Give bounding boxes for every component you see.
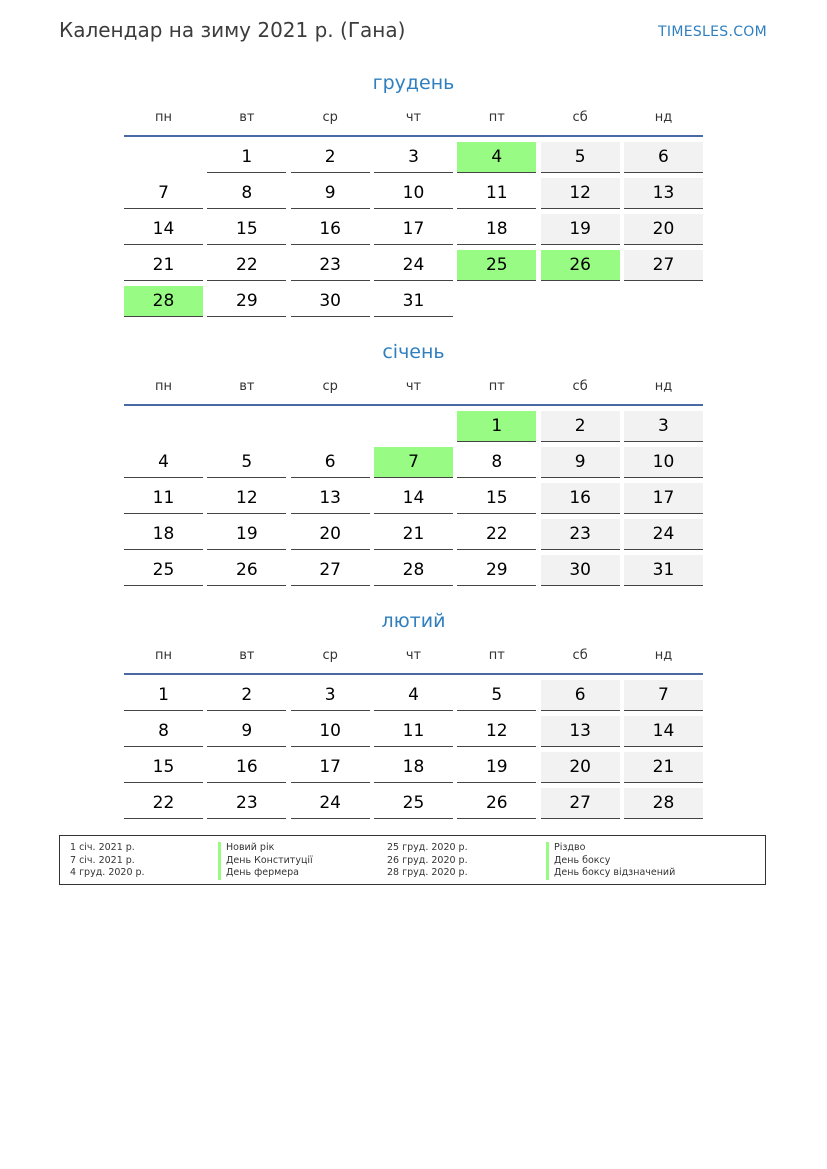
weekday-label: пт [488, 647, 505, 663]
day-cell: 9 [541, 447, 620, 478]
day-cell: 13 [624, 178, 703, 209]
day-cell: 10 [624, 447, 703, 478]
day-grid [124, 411, 703, 586]
legend-date: 7 січ. 2021 р. [70, 854, 135, 866]
month-january [124, 337, 703, 586]
legend-holiday-name: День боксу [554, 854, 611, 866]
legend-dates-right [387, 842, 468, 880]
day-cell: 16 [207, 752, 286, 783]
day-cell: 26 [457, 788, 536, 819]
day-cell: 20 [541, 752, 620, 783]
weekday-label: пн [155, 378, 172, 394]
weekday-label: пт [488, 378, 505, 394]
day-cell: 8 [207, 178, 286, 209]
weekday-label: ср [322, 378, 338, 394]
legend-holiday-name: Новий рік [226, 842, 275, 853]
weekday-header [124, 102, 703, 132]
empty-cell [291, 411, 370, 442]
day-cell: 27 [541, 788, 620, 819]
legend-names-left [218, 842, 313, 880]
weekday-header [124, 371, 703, 401]
month-title: лютий [381, 610, 446, 632]
day-cell: 27 [291, 555, 370, 586]
legend-date: 4 груд. 2020 р. [70, 867, 145, 878]
day-cell: 30 [541, 555, 620, 586]
holiday-day-cell: 7 [374, 447, 453, 478]
weekday-label: вт [239, 109, 255, 125]
day-cell: 25 [124, 555, 203, 586]
day-cell: 19 [457, 752, 536, 783]
weekday-label: чт [405, 647, 422, 663]
legend-holiday-name: День боксу відзначений [554, 867, 676, 878]
day-cell: 11 [124, 483, 203, 514]
day-cell: 12 [541, 178, 620, 209]
day-cell: 13 [541, 716, 620, 747]
day-cell: 19 [207, 519, 286, 550]
legend-dates-left [70, 842, 145, 880]
weekday-label: чт [405, 378, 422, 394]
day-cell: 18 [374, 752, 453, 783]
day-cell: 21 [624, 752, 703, 783]
day-cell: 14 [124, 214, 203, 245]
holiday-day-cell: 28 [124, 286, 203, 317]
empty-cell [374, 411, 453, 442]
day-cell: 20 [291, 519, 370, 550]
day-cell: 30 [291, 286, 370, 317]
day-cell: 12 [457, 716, 536, 747]
header-divider [124, 673, 703, 675]
day-cell: 2 [541, 411, 620, 442]
day-cell: 27 [624, 250, 703, 281]
day-cell: 5 [541, 142, 620, 173]
holiday-day-cell: 1 [457, 411, 536, 442]
weekday-label: нд [654, 378, 673, 394]
day-cell: 8 [457, 447, 536, 478]
day-cell: 3 [624, 411, 703, 442]
day-cell: 2 [207, 680, 286, 711]
day-cell: 23 [207, 788, 286, 819]
empty-cell [207, 411, 286, 442]
day-cell: 7 [124, 178, 203, 209]
day-cell: 11 [374, 716, 453, 747]
weekday-label: ср [322, 109, 338, 125]
day-cell: 16 [541, 483, 620, 514]
day-cell: 29 [457, 555, 536, 586]
day-cell: 13 [291, 483, 370, 514]
day-cell: 8 [124, 716, 203, 747]
empty-cell [124, 142, 203, 173]
day-cell: 14 [624, 716, 703, 747]
month-december [124, 68, 703, 317]
day-cell: 22 [457, 519, 536, 550]
day-cell: 29 [207, 286, 286, 317]
legend-date: 25 груд. 2020 р. [387, 842, 468, 853]
weekday-header [124, 640, 703, 670]
day-cell: 5 [207, 447, 286, 478]
day-cell: 15 [457, 483, 536, 514]
day-grid [124, 142, 703, 317]
page-title: Календар на зиму 2021 р. (Гана) [59, 18, 406, 42]
month-february [124, 606, 703, 819]
holiday-day-cell: 4 [457, 142, 536, 173]
day-cell: 15 [124, 752, 203, 783]
day-cell: 28 [624, 788, 703, 819]
month-title: січень [382, 341, 445, 363]
month-title: грудень [372, 72, 455, 94]
day-cell: 2 [291, 142, 370, 173]
day-cell: 3 [374, 142, 453, 173]
weekday-label: пн [155, 109, 172, 125]
day-cell: 15 [207, 214, 286, 245]
weekday-label: нд [654, 109, 673, 125]
day-cell: 1 [207, 142, 286, 173]
day-cell: 17 [291, 752, 370, 783]
day-cell: 10 [374, 178, 453, 209]
day-cell: 20 [624, 214, 703, 245]
day-cell: 4 [374, 680, 453, 711]
day-cell: 24 [291, 788, 370, 819]
brand-link[interactable]: TIMESLES.COM [658, 24, 767, 40]
empty-cell [124, 411, 203, 442]
legend-date: 28 груд. 2020 р. [387, 867, 468, 878]
weekday-label: ср [322, 647, 338, 663]
holiday-day-cell: 26 [541, 250, 620, 281]
day-cell: 23 [291, 250, 370, 281]
weekday-label: сб [572, 647, 588, 663]
day-cell: 10 [291, 716, 370, 747]
legend-date: 1 січ. 2021 р. [70, 842, 135, 853]
day-cell: 23 [541, 519, 620, 550]
header-divider [124, 135, 703, 137]
day-cell: 14 [374, 483, 453, 514]
day-cell: 17 [374, 214, 453, 245]
day-cell: 24 [624, 519, 703, 550]
legend-names-right [546, 842, 675, 880]
weekday-label: вт [239, 647, 255, 663]
weekday-label: пт [488, 109, 505, 125]
holiday-legend [59, 835, 766, 885]
day-cell: 4 [124, 447, 203, 478]
day-cell: 16 [291, 214, 370, 245]
weekday-label: сб [572, 378, 588, 394]
legend-date: 26 груд. 2020 р. [387, 854, 468, 866]
day-cell: 12 [207, 483, 286, 514]
day-grid [124, 680, 703, 819]
day-cell: 9 [291, 178, 370, 209]
day-cell: 9 [207, 716, 286, 747]
day-cell: 31 [374, 286, 453, 317]
day-cell: 11 [457, 178, 536, 209]
day-cell: 7 [624, 680, 703, 711]
day-cell: 28 [374, 555, 453, 586]
day-cell: 1 [124, 680, 203, 711]
day-cell: 18 [124, 519, 203, 550]
header-divider [124, 404, 703, 406]
weekday-label: сб [572, 109, 588, 125]
day-cell: 6 [541, 680, 620, 711]
day-cell: 25 [374, 788, 453, 819]
day-cell: 22 [124, 788, 203, 819]
day-cell: 5 [457, 680, 536, 711]
weekday-label: чт [405, 109, 422, 125]
weekday-label: нд [654, 647, 673, 663]
day-cell: 26 [207, 555, 286, 586]
day-cell: 6 [624, 142, 703, 173]
legend-holiday-name: Різдво [554, 842, 586, 853]
legend-holiday-name: День Конституції [226, 854, 313, 866]
day-cell: 31 [624, 555, 703, 586]
holiday-day-cell: 25 [457, 250, 536, 281]
weekday-label: вт [239, 378, 255, 394]
day-cell: 22 [207, 250, 286, 281]
day-cell: 6 [291, 447, 370, 478]
legend-holiday-name: День фермера [226, 867, 299, 878]
day-cell: 21 [124, 250, 203, 281]
day-cell: 3 [291, 680, 370, 711]
day-cell: 19 [541, 214, 620, 245]
day-cell: 17 [624, 483, 703, 514]
day-cell: 24 [374, 250, 453, 281]
day-cell: 21 [374, 519, 453, 550]
weekday-label: пн [155, 647, 172, 663]
day-cell: 18 [457, 214, 536, 245]
